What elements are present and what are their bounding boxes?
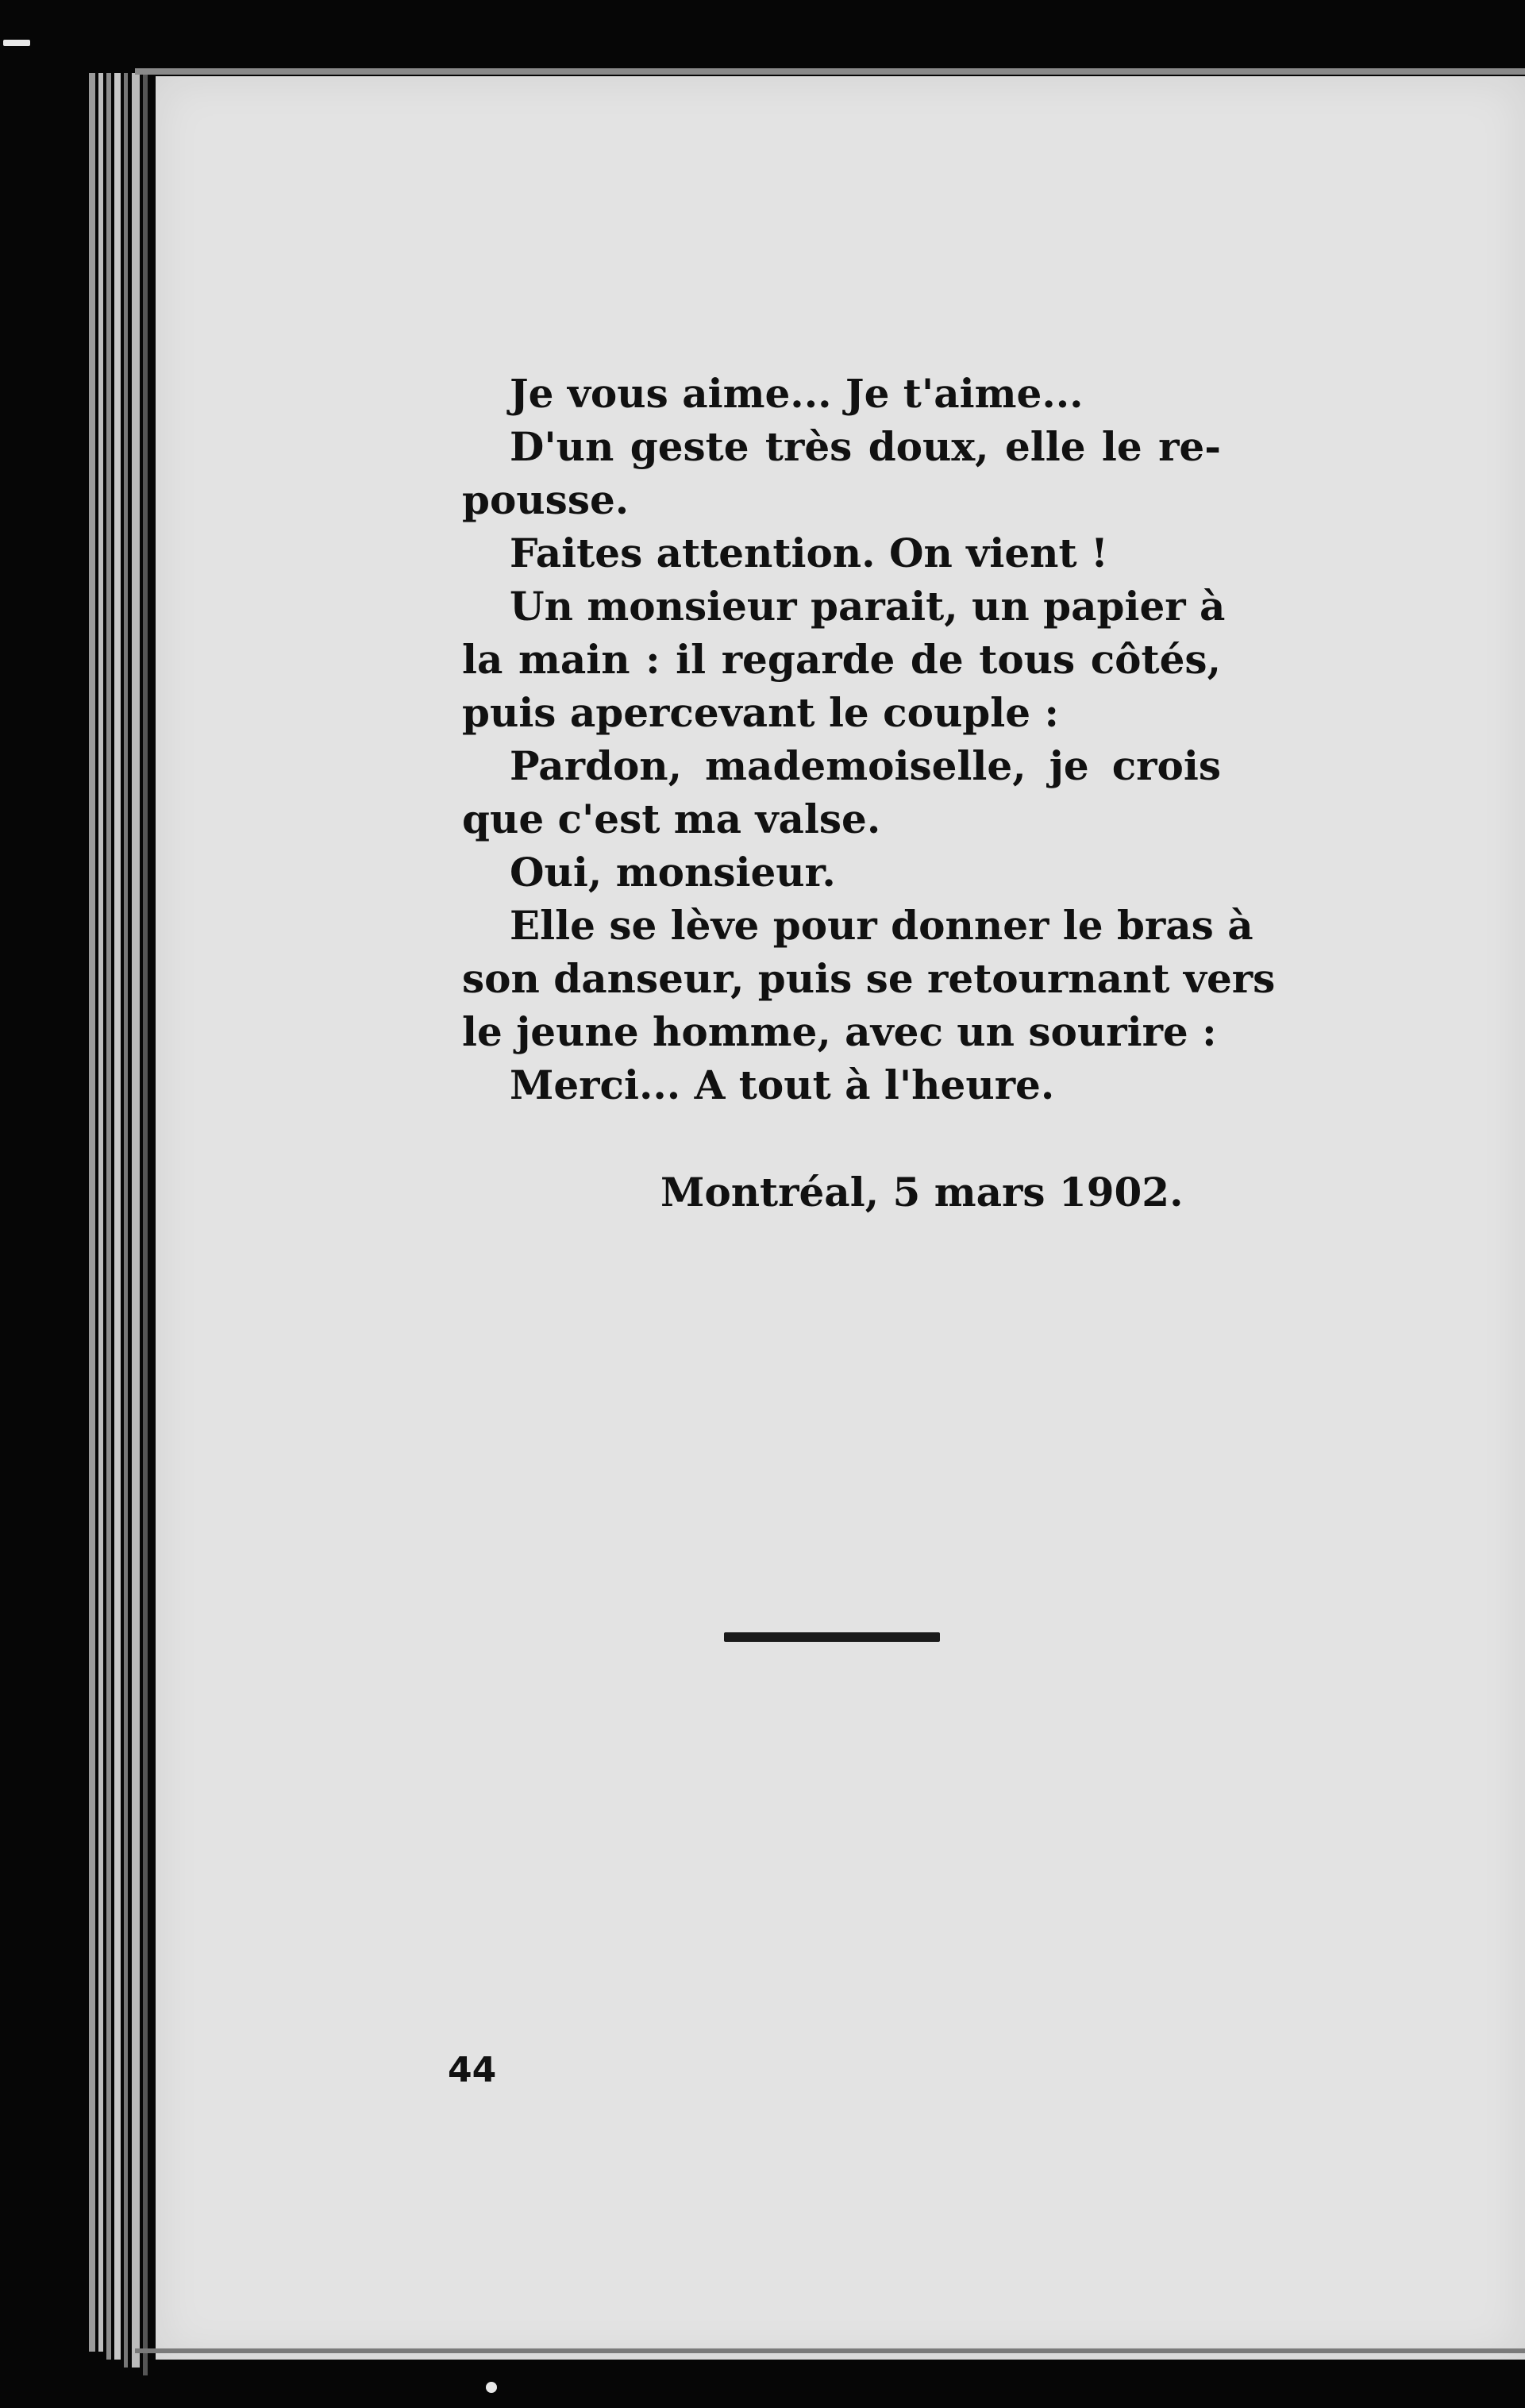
text-line: Un monsieur parait, un papier à — [510, 583, 1226, 630]
text-line: Oui, monsieur. — [510, 849, 836, 896]
text-line: la main : il regarde de tous côtés, — [462, 636, 1221, 683]
text-line: D'un geste très doux, elle le re- — [510, 423, 1221, 470]
page-edge — [132, 73, 140, 2368]
page-edge — [98, 73, 103, 2352]
page-bottom-border — [135, 2348, 1525, 2353]
body-text — [462, 367, 1276, 1112]
section-divider — [724, 1632, 940, 1642]
text-line: pousse. — [462, 476, 630, 523]
scan-speck — [486, 2382, 497, 2393]
text-line: son danseur, puis se retournant vers — [462, 955, 1276, 1002]
dateline: Montréal, 5 mars 1902. — [660, 1169, 1184, 1216]
text-line: Merci... A tout à l'heure. — [510, 1061, 1055, 1108]
page-edge — [114, 73, 121, 2360]
page-edge — [124, 73, 128, 2368]
scan-speck — [3, 40, 30, 46]
text-line: Pardon, mademoiselle, je crois — [510, 742, 1221, 789]
page-edge — [89, 73, 95, 2352]
page-edge — [143, 73, 148, 2375]
page-top-border — [135, 68, 1525, 75]
page-number: 44 — [448, 2050, 497, 2090]
text-line: puis apercevant le couple : — [462, 689, 1059, 736]
text-line: le jeune homme, avec un sourire : — [462, 1008, 1217, 1055]
page-edge — [106, 73, 111, 2360]
text-line: Elle se lève pour donner le bras à — [510, 902, 1254, 949]
text-line: Faites attention. On vient ! — [510, 530, 1108, 576]
text-line: que c'est ma valse. — [462, 796, 881, 842]
text-line: Je vous aime... Je t'aime... — [510, 370, 1084, 417]
